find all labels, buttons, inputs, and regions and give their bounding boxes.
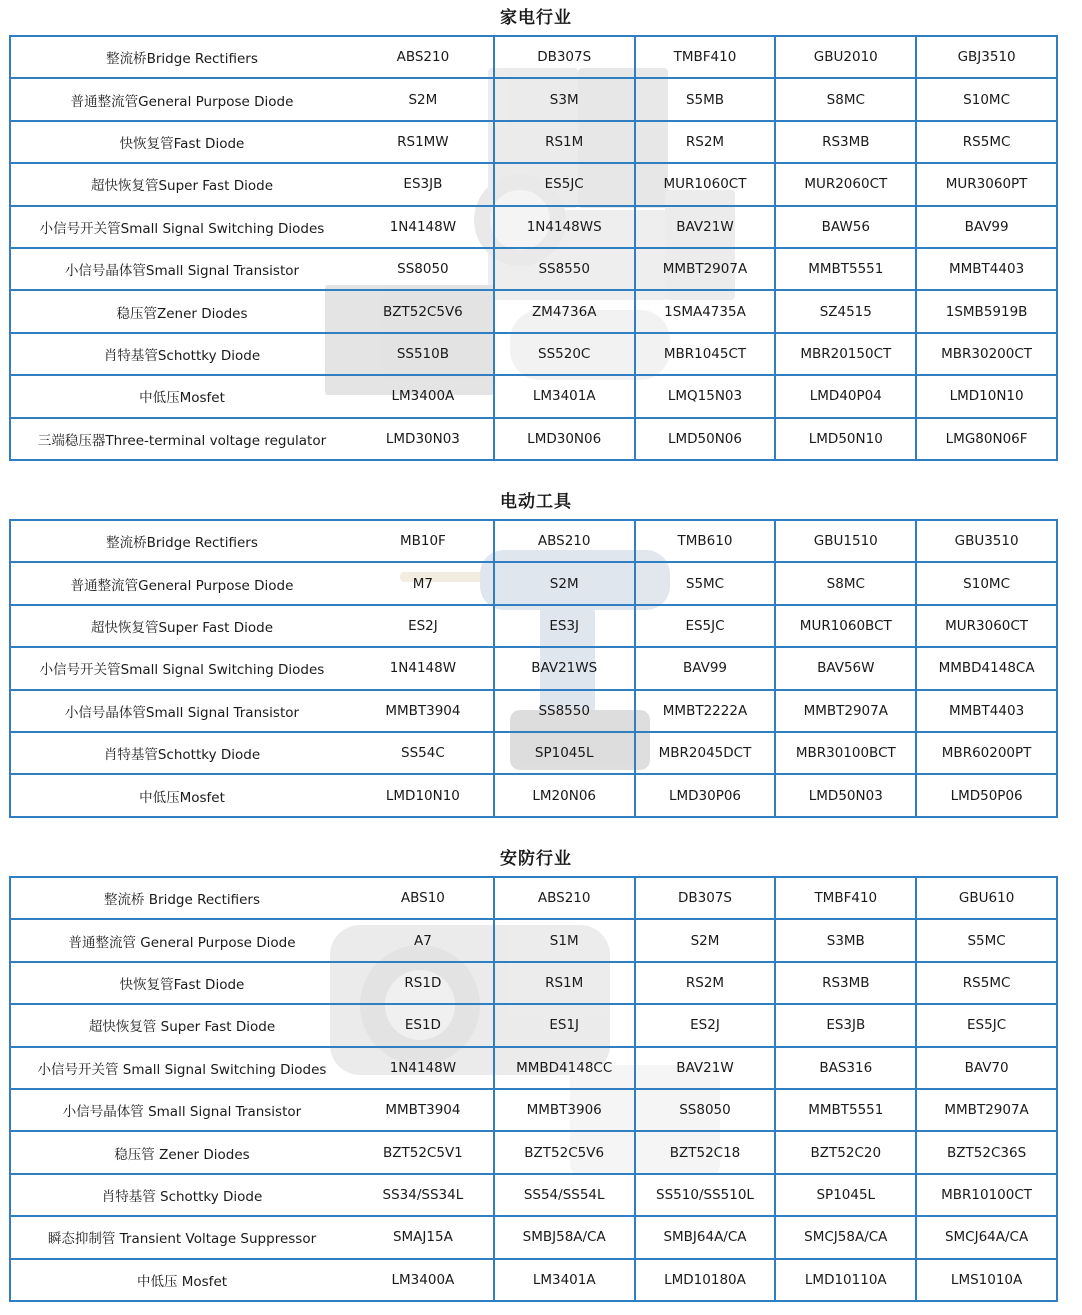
part-number-cell: ZM4736A	[494, 290, 635, 332]
category-cell: 稳压管Zener Diodes	[10, 290, 353, 332]
part-number-cell: S5MC	[916, 919, 1057, 961]
section-title: 家电行业	[500, 8, 572, 28]
part-number-cell: BZT52C18	[635, 1131, 776, 1173]
part-number-cell: BZT52C20	[775, 1131, 916, 1173]
product-table	[9, 519, 1058, 818]
part-number-cell: LMD50N03	[775, 774, 916, 816]
part-number-cell: MMBT2222A	[635, 690, 776, 732]
part-number-cell: MUR3060CT	[916, 605, 1057, 647]
part-number-cell: LM3400A	[353, 1259, 494, 1301]
part-number-cell: S3M	[494, 78, 635, 120]
table-row	[10, 1047, 1057, 1089]
part-number-cell: LMD10N10	[353, 774, 494, 816]
part-number-cell: RS1D	[353, 962, 494, 1004]
part-number-cell: SS8550	[494, 248, 635, 290]
category-cell: 普通整流管General Purpose Diode	[10, 78, 353, 120]
part-number-cell: RS1MW	[353, 121, 494, 163]
table-row	[10, 877, 1057, 919]
part-number-cell: RS5MC	[916, 962, 1057, 1004]
part-number-cell: RS3MB	[775, 121, 916, 163]
part-number-cell: BZT52C5V1	[353, 1131, 494, 1173]
table-row	[10, 732, 1057, 774]
category-cell: 普通整流管General Purpose Diode	[10, 562, 353, 604]
part-number-cell: LMD40P04	[775, 375, 916, 417]
category-cell: 三端稳压器Three-terminal voltage regulator	[10, 418, 353, 460]
part-number-cell: MBR60200PT	[916, 732, 1057, 774]
table-row	[10, 418, 1057, 460]
part-number-cell: LMQ15N03	[635, 375, 776, 417]
part-number-cell: GBJ3510	[916, 36, 1057, 78]
part-number-cell: MMBT2907A	[916, 1089, 1057, 1131]
part-number-cell: RS3MB	[775, 962, 916, 1004]
part-number-cell: MB10F	[399, 533, 446, 550]
part-number-cell: GBU2010	[775, 36, 916, 78]
category-cell: 稳压管 Zener Diodes	[10, 1131, 353, 1173]
part-number-cell: 1N4148W	[353, 647, 494, 689]
part-number-cell: SS54/SS54L	[494, 1174, 635, 1216]
part-number-cell: S10MC	[916, 78, 1057, 120]
part-number-cell: ES1J	[494, 1004, 635, 1046]
category-cell: 肖特基管Schottky Diode	[10, 333, 353, 375]
part-number-cell: ES2J	[635, 1004, 776, 1046]
part-number-cell: RS1M	[494, 962, 635, 1004]
part-number-cell: S10MC	[916, 562, 1057, 604]
part-number-cell: BAW56	[775, 206, 916, 248]
part-number-cell: MMBD4148CA	[916, 647, 1057, 689]
part-number-cell: SS510/SS510L	[635, 1174, 776, 1216]
part-number-cell: ES5JC	[494, 163, 635, 205]
part-number-cell: ABS10	[400, 890, 445, 907]
part-number-cell: SP1045L	[494, 732, 635, 774]
category-cell: 整流桥 Bridge Rectifiers	[103, 892, 261, 909]
part-number-cell: BZT52C36S	[916, 1131, 1057, 1173]
table-row	[10, 121, 1057, 163]
part-number-cell: GBU1510	[775, 520, 916, 562]
category-cell: 整流桥Bridge Rectifiers	[106, 535, 258, 552]
part-number-cell: LMD30N03	[353, 418, 494, 460]
table-row	[10, 1216, 1057, 1258]
table-row	[10, 78, 1057, 120]
part-number-cell: LMD30P06	[635, 774, 776, 816]
product-table	[9, 876, 1058, 1302]
part-number-cell: S8MC	[775, 78, 916, 120]
part-number-cell: SMAJ15A	[353, 1216, 494, 1258]
part-number-cell: LMS1010A	[916, 1259, 1057, 1301]
part-number-cell: BAV99	[916, 206, 1057, 248]
part-number-cell: 1N4148W	[353, 206, 494, 248]
part-number-cell: ES3J	[494, 605, 635, 647]
category-cell: 小信号开关管Small Signal Switching Diodes	[10, 647, 353, 689]
table-row	[10, 1004, 1057, 1046]
category-cell: 超快恢复管Super Fast Diode	[10, 605, 353, 647]
category-cell: 超快恢复管Super Fast Diode	[10, 163, 353, 205]
part-number-cell: 1SMA4735A	[635, 290, 776, 332]
category-cell: 中低压Mosfet	[10, 375, 353, 417]
part-number-cell: DB307S	[494, 36, 635, 78]
part-number-cell: S5MB	[635, 78, 776, 120]
part-number-cell: TMBF410	[635, 36, 776, 78]
part-number-cell: SMBJ64A/CA	[635, 1216, 776, 1258]
part-number-cell: S2M	[494, 562, 635, 604]
part-number-cell: MMBT3904	[353, 690, 494, 732]
part-number-cell: ES5JC	[635, 605, 776, 647]
section-title: 电动工具	[500, 492, 572, 512]
table-row	[10, 163, 1057, 205]
table-row	[10, 1259, 1057, 1301]
part-number-cell: GBU3510	[916, 520, 1057, 562]
part-number-cell: MUR2060CT	[775, 163, 916, 205]
category-cell: 小信号晶体管Small Signal Transistor	[10, 690, 353, 732]
part-number-cell: RS5MC	[916, 121, 1057, 163]
table-row	[10, 290, 1057, 332]
part-number-cell: S2M	[635, 919, 776, 961]
category-cell: 肖特基管 Schottky Diode	[10, 1174, 353, 1216]
table-row	[10, 690, 1057, 732]
part-number-cell: MMBT5551	[775, 248, 916, 290]
part-number-cell: SMBJ58A/CA	[494, 1216, 635, 1258]
part-number-cell: S5MC	[635, 562, 776, 604]
part-number-cell: ES3JB	[353, 163, 494, 205]
part-number-cell: LMD50N06	[635, 418, 776, 460]
part-number-cell: LM3401A	[494, 1259, 635, 1301]
table-row	[10, 36, 1057, 78]
category-cell: 快恢复管Fast Diode	[10, 962, 353, 1004]
table-row	[10, 1174, 1057, 1216]
part-number-cell: LMD50P06	[916, 774, 1057, 816]
category-cell: 小信号晶体管 Small Signal Transistor	[10, 1089, 353, 1131]
part-number-cell: 1N4148WS	[494, 206, 635, 248]
part-number-cell: MBR30100BCT	[775, 732, 916, 774]
part-number-cell: MBR10100CT	[916, 1174, 1057, 1216]
table-row	[10, 647, 1057, 689]
part-number-cell: SS8050	[635, 1089, 776, 1131]
part-number-cell: MBR20150CT	[775, 333, 916, 375]
category-cell: 小信号晶体管Small Signal Transistor	[10, 248, 353, 290]
part-number-cell: BZT52C5V6	[494, 1131, 635, 1173]
part-number-cell: SS520C	[494, 333, 635, 375]
part-number-cell: LM3400A	[353, 375, 494, 417]
part-number-cell: LMD50N10	[775, 418, 916, 460]
part-number-cell: S2M	[353, 78, 494, 120]
part-number-cell: LM20N06	[494, 774, 635, 816]
table-row	[10, 605, 1057, 647]
category-cell: 普通整流管 General Purpose Diode	[10, 919, 353, 961]
table-row	[10, 1089, 1057, 1131]
part-number-cell: SZ4515	[775, 290, 916, 332]
part-number-cell: A7	[353, 919, 494, 961]
part-number-cell: BAV56W	[775, 647, 916, 689]
part-number-cell: MMBT2907A	[635, 248, 776, 290]
table-row	[10, 333, 1057, 375]
part-number-cell: MUR3060PT	[916, 163, 1057, 205]
part-number-cell: SS34/SS34L	[353, 1174, 494, 1216]
part-number-cell: ES1D	[353, 1004, 494, 1046]
part-number-cell: BAV21WS	[494, 647, 635, 689]
category-cell: 中低压Mosfet	[10, 774, 353, 816]
table-row	[10, 962, 1057, 1004]
table-row	[10, 919, 1057, 961]
part-number-cell: S1M	[494, 919, 635, 961]
table-row	[10, 520, 1057, 562]
part-number-cell: S8MC	[775, 562, 916, 604]
table-row	[10, 375, 1057, 417]
part-number-cell: SS8050	[353, 248, 494, 290]
part-number-cell: MUR1060CT	[635, 163, 776, 205]
table-row	[10, 1131, 1057, 1173]
part-number-cell: TMB610	[635, 520, 776, 562]
part-number-cell: LMD10110A	[775, 1259, 916, 1301]
category-cell: 瞬态抑制管 Transient Voltage Suppressor	[10, 1216, 353, 1258]
part-number-cell: SS8550	[494, 690, 635, 732]
part-number-cell: BAS316	[775, 1047, 916, 1089]
part-number-cell: MBR2045DCT	[635, 732, 776, 774]
part-number-cell: MMBT4403	[916, 248, 1057, 290]
part-number-cell: RS1M	[494, 121, 635, 163]
part-number-cell: BAV21W	[635, 206, 776, 248]
part-number-cell: BAV21W	[635, 1047, 776, 1089]
part-number-cell: SS510B	[353, 333, 494, 375]
category-cell: 中低压 Mosfet	[10, 1259, 353, 1301]
part-number-cell: MBR30200CT	[916, 333, 1057, 375]
part-number-cell: BAV99	[635, 647, 776, 689]
part-number-cell: MMBT2907A	[775, 690, 916, 732]
category-cell: 小信号开关管 Small Signal Switching Diodes	[10, 1047, 353, 1089]
section-title: 安防行业	[500, 849, 572, 869]
table-row	[10, 248, 1057, 290]
product-table	[9, 35, 1058, 461]
part-number-cell: SMCJ64A/CA	[916, 1216, 1057, 1258]
part-number-cell: S3MB	[775, 919, 916, 961]
part-number-cell: ABS210	[396, 49, 450, 66]
part-number-cell: BAV70	[916, 1047, 1057, 1089]
part-number-cell: RS2M	[635, 962, 776, 1004]
part-number-cell: LM3401A	[494, 375, 635, 417]
part-number-cell: LMG80N06F	[916, 418, 1057, 460]
part-number-cell: TMBF410	[775, 877, 916, 919]
part-number-cell: SMCJ58A/CA	[775, 1216, 916, 1258]
category-cell: 小信号开关管Small Signal Switching Diodes	[10, 206, 353, 248]
part-number-cell: MMBT5551	[775, 1089, 916, 1131]
part-number-cell: SP1045L	[775, 1174, 916, 1216]
part-number-cell: 1SMB5919B	[916, 290, 1057, 332]
part-number-cell: MBR1045CT	[635, 333, 776, 375]
table-row	[10, 562, 1057, 604]
part-number-cell: M7	[353, 562, 494, 604]
part-number-cell: LMD10180A	[635, 1259, 776, 1301]
part-number-cell: RS2M	[635, 121, 776, 163]
part-number-cell: MMBT3904	[353, 1089, 494, 1131]
category-cell: 肖特基管Schottky Diode	[10, 732, 353, 774]
part-number-cell: ES5JC	[916, 1004, 1057, 1046]
part-number-cell: LMD10N10	[916, 375, 1057, 417]
part-number-cell: ABS210	[494, 520, 635, 562]
part-number-cell: 1N4148W	[353, 1047, 494, 1089]
category-cell: 超快恢复管 Super Fast Diode	[10, 1004, 353, 1046]
part-number-cell: DB307S	[635, 877, 776, 919]
part-number-cell: ABS210	[494, 877, 635, 919]
part-number-cell: LMD30N06	[494, 418, 635, 460]
part-number-cell: ES3JB	[775, 1004, 916, 1046]
part-number-cell: ES2J	[353, 605, 494, 647]
part-number-cell: MUR1060BCT	[775, 605, 916, 647]
table-row	[10, 774, 1057, 816]
part-number-cell: MMBT4403	[916, 690, 1057, 732]
part-number-cell: SS54C	[353, 732, 494, 774]
part-number-cell: MMBT3906	[494, 1089, 635, 1131]
part-number-cell: BZT52C5V6	[353, 290, 494, 332]
category-cell: 快恢复管Fast Diode	[10, 121, 353, 163]
part-number-cell: GBU610	[916, 877, 1057, 919]
table-row	[10, 206, 1057, 248]
category-cell: 整流桥Bridge Rectifiers	[106, 51, 258, 68]
part-number-cell: MMBD4148CC	[494, 1047, 635, 1089]
